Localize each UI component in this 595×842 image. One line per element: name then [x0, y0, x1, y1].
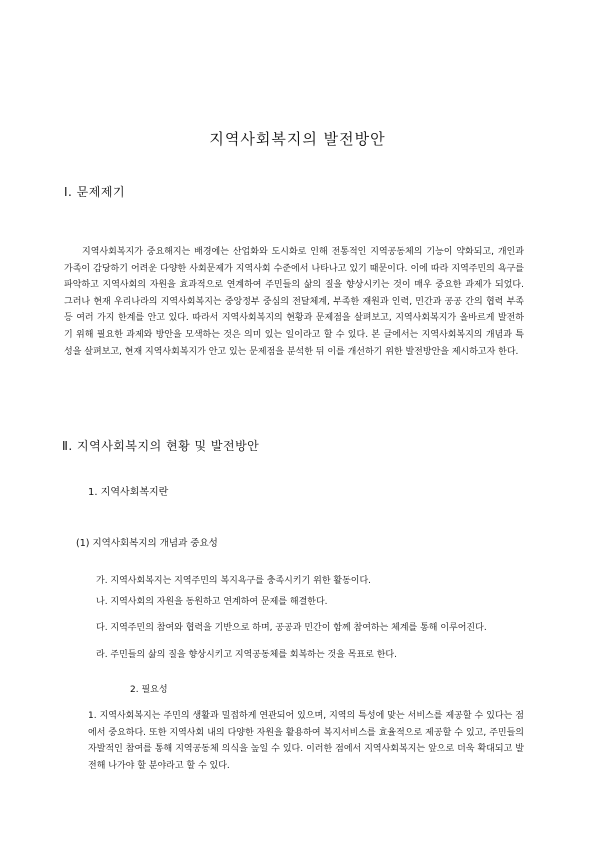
list-item: 나. 지역사회의 자원을 동원하고 연계하여 문제를 해결한다. — [96, 597, 328, 607]
page-title: 지역사회복지의 발전방안 — [209, 130, 386, 148]
section-heading-main: Ⅱ. 지역사회복지의 현황 및 발전방안 — [62, 439, 260, 453]
list-item: 라. 주민들의 삶의 질을 향상시키고 지역공동체를 회복하는 것을 목표로 한다. — [96, 650, 397, 660]
subsubsection-heading: (1) 지역사회복지의 개념과 중요성 — [76, 538, 218, 549]
section-heading-problem: Ⅰ. 문제제기 — [64, 185, 126, 199]
list-item: 가. 지역사회복지는 지역주민의 복지욕구를 충족시키기 위한 활동이다. — [96, 576, 372, 586]
concept-list — [96, 573, 526, 660]
list-item: 다. 지역주민의 참여와 협력을 기반으로 하며, 공공과 민간이 함께 참여하는 체계를 통해 이루어진다. — [96, 623, 487, 633]
list-subheading: 2. 필요성 — [130, 685, 168, 695]
body-paragraph-intro: 지역사회복지가 중요해지는 배경에는 산업화와 도시화로 인해 전통적인 지역공동체의 기능이 약화되고, 개인과 가족이 감당하기 어려운 다양한 사회문제가 지역사회 수준에서 나타나고 있기 때문이다. 이에 따라 지역주민의 욕구를 파악하고 지역사회의 자원을 효과적으로 연계하여 주민들의 삶의 질을 향상시키는 것이 매우 중요한 과제가 되었다. 그러나 현재 우리나라의 지역사회복지는 중앙정부 중심의 전달체계, 부족한 재원과 인력, 민간과 공공 간의 협력 부족 등 여러 가지 한계를 안고 있다. 따라서 지역사회복지의 현황과 문제점을 살펴보고, 지역사회복지가 올바르게 발전하기 위해 필요한 과제와 방안을 모색하는 것은 의미 있는 일이라고 할 수 있다. 본 글에서는 지역사회복지의 개념과 특성을 살펴보고, 현재 지역사회복지가 안고 있는 문제점을 분석한 뒤 이를 개선하기 위한 발전방안을 제시하고자 한다. — [64, 247, 524, 357]
body-paragraph-necessity: 1. 지역사회복지는 주민의 생활과 밀접하게 연관되어 있으며, 지역의 특성에 맞는 서비스를 제공할 수 있다는 점에서 중요하다. 또한 지역사회 내의 다양한 자원을 활용하여 복지서비스를 효율적으로 제공할 수 있고, 주민들의 자발적인 참여를 통해 지역공동체 의식을 높일 수 있다. 이러한 점에서 지역사회복지는 앞으로 더욱 확대되고 발전해 나가야 할 분야라고 할 수 있다. — [88, 711, 524, 771]
subsection-heading: 1. 지역사회복지란 — [88, 487, 169, 498]
